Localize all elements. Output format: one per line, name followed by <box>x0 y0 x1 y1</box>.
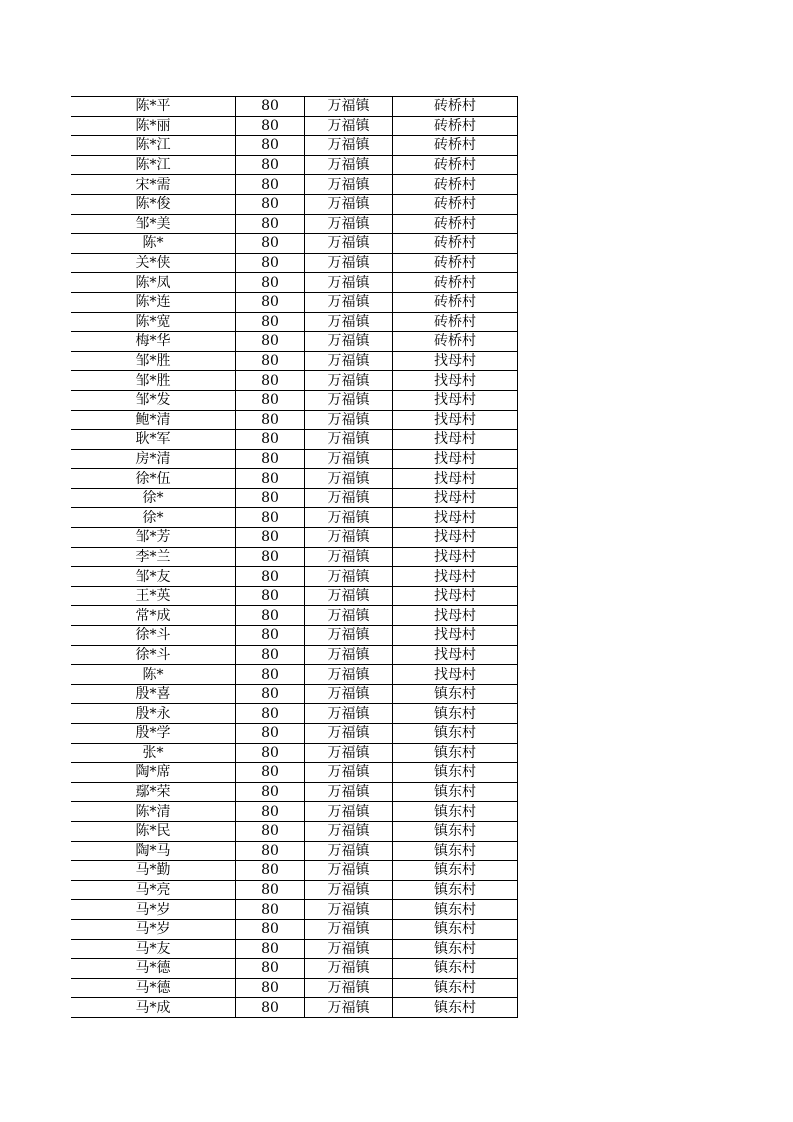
name-cell: 张* <box>71 743 236 763</box>
name-cell: 邹*美 <box>71 214 236 234</box>
table-row <box>71 194 518 214</box>
table-row <box>71 430 518 450</box>
table-row <box>71 959 518 979</box>
town-cell: 万福镇 <box>305 488 393 508</box>
name-cell: 邹*胜 <box>71 371 236 391</box>
village-cell: 镇东村 <box>393 763 518 783</box>
roster-body <box>71 97 518 1018</box>
town-cell: 万福镇 <box>305 821 393 841</box>
table-row <box>71 371 518 391</box>
town-cell: 万福镇 <box>305 861 393 881</box>
table-row <box>71 684 518 704</box>
town-cell: 万福镇 <box>305 273 393 293</box>
table-row <box>71 155 518 175</box>
amount-cell: 80 <box>236 959 305 979</box>
village-cell: 镇东村 <box>393 998 518 1018</box>
amount-cell: 80 <box>236 253 305 273</box>
amount-cell: 80 <box>236 743 305 763</box>
amount-cell: 80 <box>236 567 305 587</box>
amount-cell: 80 <box>236 351 305 371</box>
village-cell: 镇东村 <box>393 919 518 939</box>
village-cell: 找母村 <box>393 488 518 508</box>
name-cell: 徐*斗 <box>71 626 236 646</box>
table-row <box>71 841 518 861</box>
village-cell: 镇东村 <box>393 861 518 881</box>
table-row <box>71 547 518 567</box>
table-row <box>71 626 518 646</box>
village-cell: 镇东村 <box>393 841 518 861</box>
amount-cell: 80 <box>236 704 305 724</box>
town-cell: 万福镇 <box>305 292 393 312</box>
village-cell: 砖桥村 <box>393 194 518 214</box>
name-cell: 陈*宽 <box>71 312 236 332</box>
table-row <box>71 312 518 332</box>
amount-cell: 80 <box>236 430 305 450</box>
table-row <box>71 821 518 841</box>
name-cell: 邹*胜 <box>71 351 236 371</box>
village-cell: 找母村 <box>393 508 518 528</box>
village-cell: 找母村 <box>393 390 518 410</box>
amount-cell: 80 <box>236 606 305 626</box>
table-row <box>71 234 518 254</box>
amount-cell: 80 <box>236 194 305 214</box>
village-cell: 镇东村 <box>393 724 518 744</box>
amount-cell: 80 <box>236 978 305 998</box>
town-cell: 万福镇 <box>305 430 393 450</box>
amount-cell: 80 <box>236 155 305 175</box>
amount-cell: 80 <box>236 939 305 959</box>
amount-cell: 80 <box>236 469 305 489</box>
amount-cell: 80 <box>236 410 305 430</box>
amount-cell: 80 <box>236 175 305 195</box>
amount-cell: 80 <box>236 547 305 567</box>
amount-cell: 80 <box>236 998 305 1018</box>
town-cell: 万福镇 <box>305 351 393 371</box>
name-cell: 鄢*荣 <box>71 782 236 802</box>
table-row <box>71 390 518 410</box>
table-row <box>71 939 518 959</box>
name-cell: 马*岁 <box>71 900 236 920</box>
village-cell: 找母村 <box>393 547 518 567</box>
town-cell: 万福镇 <box>305 332 393 352</box>
name-cell: 马*岁 <box>71 919 236 939</box>
table-row <box>71 488 518 508</box>
name-cell: 殷*喜 <box>71 684 236 704</box>
table-row <box>71 332 518 352</box>
table-row <box>71 469 518 489</box>
town-cell: 万福镇 <box>305 900 393 920</box>
town-cell: 万福镇 <box>305 175 393 195</box>
name-cell: 马*亮 <box>71 880 236 900</box>
village-cell: 砖桥村 <box>393 292 518 312</box>
amount-cell: 80 <box>236 116 305 136</box>
village-cell: 找母村 <box>393 469 518 489</box>
name-cell: 徐*伍 <box>71 469 236 489</box>
table-row <box>71 606 518 626</box>
amount-cell: 80 <box>236 919 305 939</box>
amount-cell: 80 <box>236 214 305 234</box>
town-cell: 万福镇 <box>305 978 393 998</box>
amount-cell: 80 <box>236 665 305 685</box>
table-row <box>71 880 518 900</box>
amount-cell: 80 <box>236 449 305 469</box>
table-row <box>71 724 518 744</box>
table-row <box>71 136 518 156</box>
name-cell: 马*勤 <box>71 861 236 881</box>
village-cell: 找母村 <box>393 626 518 646</box>
table-row <box>71 978 518 998</box>
town-cell: 万福镇 <box>305 312 393 332</box>
table-row <box>71 351 518 371</box>
table-row <box>71 292 518 312</box>
town-cell: 万福镇 <box>305 841 393 861</box>
village-cell: 找母村 <box>393 567 518 587</box>
amount-cell: 80 <box>236 763 305 783</box>
village-cell: 镇东村 <box>393 900 518 920</box>
town-cell: 万福镇 <box>305 743 393 763</box>
name-cell: 马*德 <box>71 978 236 998</box>
town-cell: 万福镇 <box>305 547 393 567</box>
table-row <box>71 802 518 822</box>
table-row <box>71 273 518 293</box>
table-row <box>71 116 518 136</box>
name-cell: 陈*清 <box>71 802 236 822</box>
village-cell: 镇东村 <box>393 821 518 841</box>
name-cell: 陈*丽 <box>71 116 236 136</box>
village-cell: 镇东村 <box>393 684 518 704</box>
village-cell: 镇东村 <box>393 880 518 900</box>
town-cell: 万福镇 <box>305 919 393 939</box>
village-cell: 砖桥村 <box>393 97 518 117</box>
amount-cell: 80 <box>236 861 305 881</box>
table-row <box>71 919 518 939</box>
village-cell: 砖桥村 <box>393 273 518 293</box>
town-cell: 万福镇 <box>305 234 393 254</box>
village-cell: 镇东村 <box>393 802 518 822</box>
village-cell: 砖桥村 <box>393 214 518 234</box>
name-cell: 陶*马 <box>71 841 236 861</box>
town-cell: 万福镇 <box>305 880 393 900</box>
table-row <box>71 743 518 763</box>
name-cell: 陈* <box>71 234 236 254</box>
town-cell: 万福镇 <box>305 97 393 117</box>
town-cell: 万福镇 <box>305 586 393 606</box>
amount-cell: 80 <box>236 626 305 646</box>
town-cell: 万福镇 <box>305 214 393 234</box>
table-row <box>71 214 518 234</box>
town-cell: 万福镇 <box>305 155 393 175</box>
town-cell: 万福镇 <box>305 704 393 724</box>
amount-cell: 80 <box>236 782 305 802</box>
amount-cell: 80 <box>236 724 305 744</box>
amount-cell: 80 <box>236 390 305 410</box>
amount-cell: 80 <box>236 528 305 548</box>
town-cell: 万福镇 <box>305 390 393 410</box>
table-row <box>71 998 518 1018</box>
name-cell: 殷*永 <box>71 704 236 724</box>
village-cell: 砖桥村 <box>393 253 518 273</box>
village-cell: 镇东村 <box>393 939 518 959</box>
table-row <box>71 253 518 273</box>
amount-cell: 80 <box>236 97 305 117</box>
name-cell: 王*英 <box>71 586 236 606</box>
table-row <box>71 763 518 783</box>
town-cell: 万福镇 <box>305 567 393 587</box>
name-cell: 陈*平 <box>71 97 236 117</box>
amount-cell: 80 <box>236 586 305 606</box>
town-cell: 万福镇 <box>305 253 393 273</box>
town-cell: 万福镇 <box>305 782 393 802</box>
village-cell: 找母村 <box>393 665 518 685</box>
table-row <box>71 900 518 920</box>
town-cell: 万福镇 <box>305 684 393 704</box>
name-cell: 梅*华 <box>71 332 236 352</box>
name-cell: 耿*军 <box>71 430 236 450</box>
town-cell: 万福镇 <box>305 371 393 391</box>
town-cell: 万福镇 <box>305 665 393 685</box>
name-cell: 李*兰 <box>71 547 236 567</box>
name-cell: 陈*民 <box>71 821 236 841</box>
village-cell: 镇东村 <box>393 978 518 998</box>
name-cell: 殷*学 <box>71 724 236 744</box>
table-row <box>71 665 518 685</box>
village-cell: 找母村 <box>393 410 518 430</box>
name-cell: 陈*江 <box>71 155 236 175</box>
name-cell: 陈*连 <box>71 292 236 312</box>
village-cell: 砖桥村 <box>393 175 518 195</box>
village-cell: 砖桥村 <box>393 332 518 352</box>
name-cell: 邹*发 <box>71 390 236 410</box>
amount-cell: 80 <box>236 136 305 156</box>
table-row <box>71 97 518 117</box>
table-row <box>71 410 518 430</box>
town-cell: 万福镇 <box>305 802 393 822</box>
village-cell: 镇东村 <box>393 959 518 979</box>
amount-cell: 80 <box>236 684 305 704</box>
name-cell: 鲍*清 <box>71 410 236 430</box>
table-row <box>71 567 518 587</box>
table-row <box>71 861 518 881</box>
village-cell: 砖桥村 <box>393 136 518 156</box>
amount-cell: 80 <box>236 332 305 352</box>
name-cell: 陈*俊 <box>71 194 236 214</box>
village-cell: 找母村 <box>393 430 518 450</box>
town-cell: 万福镇 <box>305 939 393 959</box>
amount-cell: 80 <box>236 880 305 900</box>
village-cell: 镇东村 <box>393 704 518 724</box>
name-cell: 马*友 <box>71 939 236 959</box>
name-cell: 关*侠 <box>71 253 236 273</box>
town-cell: 万福镇 <box>305 763 393 783</box>
amount-cell: 80 <box>236 802 305 822</box>
name-cell: 陈* <box>71 665 236 685</box>
village-cell: 找母村 <box>393 586 518 606</box>
amount-cell: 80 <box>236 841 305 861</box>
name-cell: 宋*需 <box>71 175 236 195</box>
name-cell: 房*清 <box>71 449 236 469</box>
table-row <box>71 175 518 195</box>
amount-cell: 80 <box>236 371 305 391</box>
village-cell: 镇东村 <box>393 782 518 802</box>
name-cell: 徐* <box>71 488 236 508</box>
town-cell: 万福镇 <box>305 998 393 1018</box>
village-cell: 镇东村 <box>393 743 518 763</box>
amount-cell: 80 <box>236 508 305 528</box>
town-cell: 万福镇 <box>305 194 393 214</box>
name-cell: 徐* <box>71 508 236 528</box>
name-cell: 马*德 <box>71 959 236 979</box>
town-cell: 万福镇 <box>305 116 393 136</box>
town-cell: 万福镇 <box>305 606 393 626</box>
name-cell: 陈*凤 <box>71 273 236 293</box>
town-cell: 万福镇 <box>305 469 393 489</box>
town-cell: 万福镇 <box>305 645 393 665</box>
town-cell: 万福镇 <box>305 724 393 744</box>
village-cell: 砖桥村 <box>393 116 518 136</box>
name-cell: 陈*江 <box>71 136 236 156</box>
amount-cell: 80 <box>236 821 305 841</box>
name-cell: 马*成 <box>71 998 236 1018</box>
amount-cell: 80 <box>236 273 305 293</box>
village-cell: 砖桥村 <box>393 312 518 332</box>
table-row <box>71 586 518 606</box>
town-cell: 万福镇 <box>305 508 393 528</box>
amount-cell: 80 <box>236 234 305 254</box>
name-cell: 常*成 <box>71 606 236 626</box>
village-cell: 找母村 <box>393 645 518 665</box>
village-cell: 找母村 <box>393 606 518 626</box>
village-cell: 砖桥村 <box>393 234 518 254</box>
village-cell: 找母村 <box>393 528 518 548</box>
name-cell: 陶*席 <box>71 763 236 783</box>
table-row <box>71 528 518 548</box>
roster-table <box>71 96 518 1018</box>
table-row <box>71 449 518 469</box>
amount-cell: 80 <box>236 645 305 665</box>
village-cell: 找母村 <box>393 449 518 469</box>
name-cell: 邹*友 <box>71 567 236 587</box>
table-row <box>71 508 518 528</box>
name-cell: 邹*芳 <box>71 528 236 548</box>
table-row <box>71 645 518 665</box>
town-cell: 万福镇 <box>305 136 393 156</box>
amount-cell: 80 <box>236 900 305 920</box>
town-cell: 万福镇 <box>305 449 393 469</box>
table-row <box>71 782 518 802</box>
town-cell: 万福镇 <box>305 959 393 979</box>
town-cell: 万福镇 <box>305 528 393 548</box>
town-cell: 万福镇 <box>305 410 393 430</box>
amount-cell: 80 <box>236 312 305 332</box>
table-row <box>71 704 518 724</box>
amount-cell: 80 <box>236 292 305 312</box>
village-cell: 砖桥村 <box>393 155 518 175</box>
town-cell: 万福镇 <box>305 626 393 646</box>
village-cell: 找母村 <box>393 371 518 391</box>
village-cell: 找母村 <box>393 351 518 371</box>
name-cell: 徐*斗 <box>71 645 236 665</box>
amount-cell: 80 <box>236 488 305 508</box>
